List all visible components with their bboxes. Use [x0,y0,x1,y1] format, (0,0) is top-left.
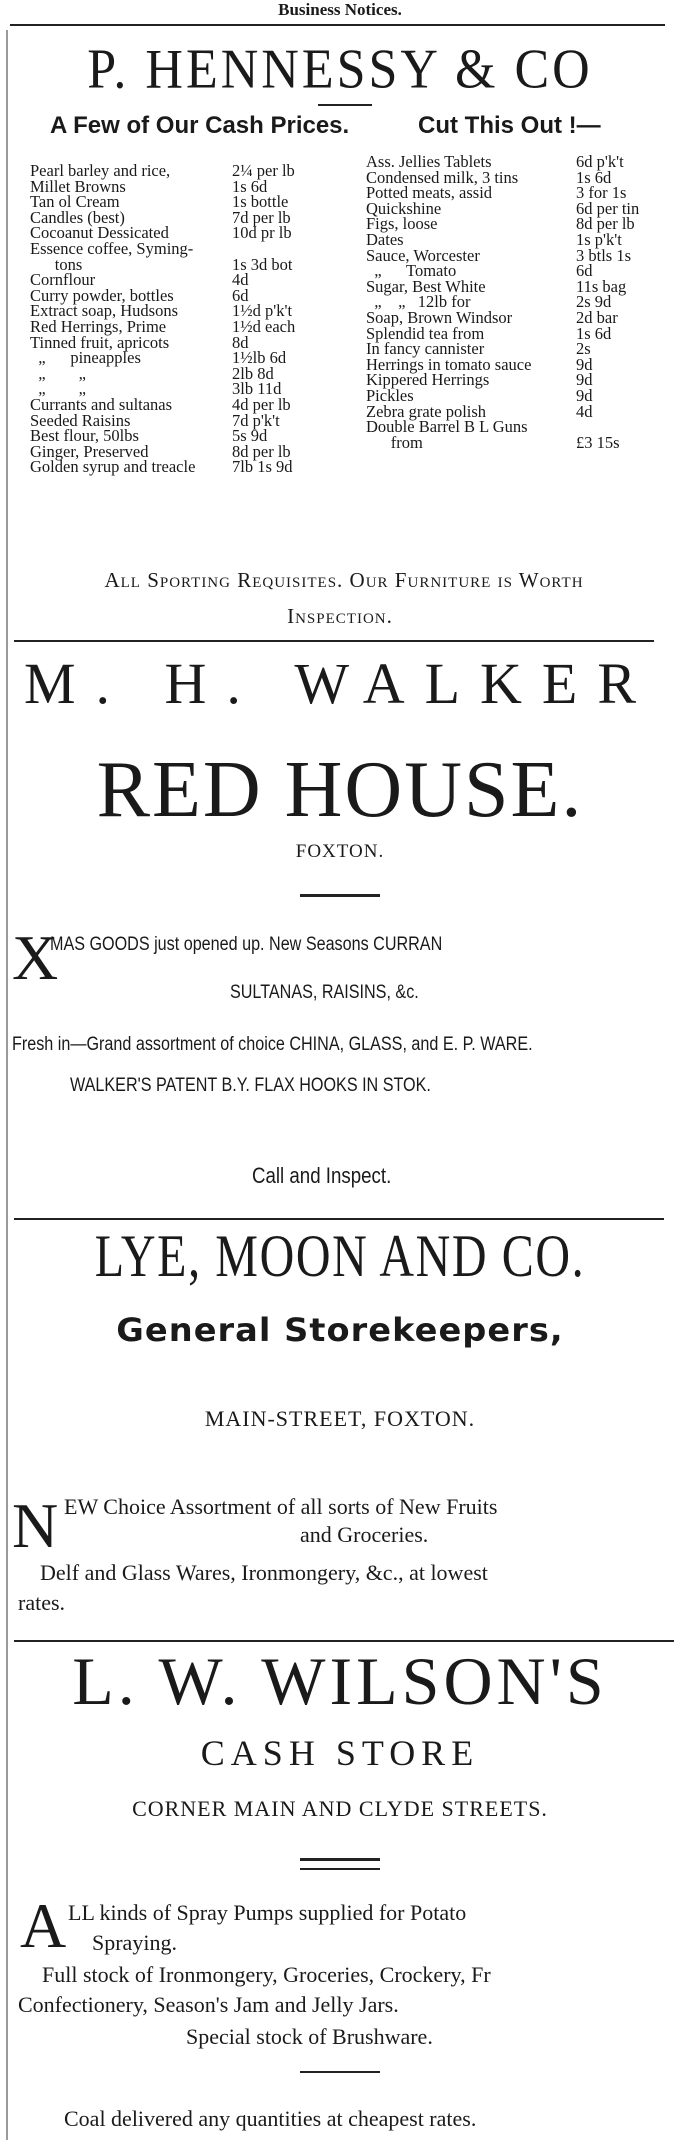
price-list-right [366,154,676,450]
wilson-title: L. W. WILSON'S [72,1643,608,1719]
item-price: 6d [576,261,593,281]
item-name: Dates [366,229,404,249]
header-divider [10,24,665,26]
item-price: 1½d each [232,316,296,336]
item-price: 9d [576,385,593,405]
item-name: Splendid tea from [366,323,485,343]
item-name: from [366,432,423,452]
price-list-row [366,216,676,232]
item-price: 1s 6d [232,176,268,196]
price-list-row [30,459,360,475]
item-price: 2¼ per lb [232,161,295,180]
wilson-line6: Coal delivered any quantities at cheapest rates. [64,2106,477,2131]
item-price: 8d per lb [232,441,291,461]
item-price: 5s 9d [232,426,268,446]
wilson-address: CORNER MAIN AND CLYDE STREETS. [132,1796,548,1821]
item-name: Millet Browns [30,176,126,196]
hennessy-title: P. HENNESSY & CO [87,38,593,101]
item-name: „ „ [30,379,86,399]
item-price: 3lb 11d [232,379,282,399]
wilson-line1: LL kinds of Spray Pumps supplied for Potato [68,1900,467,1925]
item-name: Double Barrel B L Guns [366,417,528,437]
item-price: 1s 6d [576,323,612,343]
item-name: Kippered Herrings [366,370,490,390]
lye-moon-line3: Delf and Glass Wares, Ironmongery, &c., at lowest [40,1560,488,1585]
item-price: 1s bottle [232,192,289,212]
item-price: 9d [576,354,593,374]
item-name: Best flour, 50lbs [30,426,139,446]
item-price: 2s 9d [576,292,612,312]
walker-line1: MAS GOODS just opened up. New Seasons CURRAN [50,934,443,955]
item-price: 4d per lb [232,394,291,414]
walker-store-name: RED HOUSE. [96,746,584,834]
hennessy-footer-line1: All Sporting Requisites. Our Furniture is Worth [104,568,584,592]
item-name: In fancy cannister [366,339,485,359]
item-price: 7d per lb [232,207,291,227]
item-name: Sauce, Worcester [366,245,480,265]
section-divider [14,1218,664,1220]
item-price: 1s p'k't [576,229,622,249]
wilson-dropcap: A [20,1890,67,1961]
item-name: Potted meats, assid [366,183,493,203]
item-price: 4d [232,270,249,290]
price-list-row [366,432,676,452]
price-list-left [30,163,360,475]
short-divider [300,2071,380,2073]
item-price: 7lb 1s 9d [232,457,293,477]
wilson-line4: Confectionery, Season's Jam and Jelly Jars. [18,1992,399,2017]
item-price: 3 btls 1s [576,245,632,265]
item-price: 6d per tin [576,198,640,218]
lye-moon-line2: and Groceries. [300,1522,429,1547]
item-name: Curry powder, bottles [30,285,174,305]
item-name: Tinned fruit, apricots [30,332,170,352]
item-name: Cocoanut Dessicated [30,223,169,243]
section-divider [14,640,654,642]
item-name: Golden syrup and treacle [30,457,196,477]
item-name: „ „ [30,363,86,383]
item-price: £3 15s [576,432,620,452]
wilson-line5: Special stock of Brushware. [186,2024,433,2049]
item-price: 2lb 8d [232,363,274,383]
item-price: 8d per lb [576,214,635,234]
walker-line4: WALKER'S PATENT B.Y. FLAX HOOKS IN STOK. [70,1075,431,1096]
walker-town: FOXTON. [295,841,385,862]
short-divider [300,1858,380,1861]
item-price: 4d [576,401,593,421]
hennessy-subtitle-right: Cut This Out !— [418,112,601,139]
item-name: Figs, loose [366,214,438,234]
lye-moon-address: MAIN-STREET, FOXTON. [204,1406,476,1431]
item-price: 1½d p'k't [232,301,293,321]
item-price: 1s 6d [576,167,612,187]
item-price: 2s [576,339,591,359]
item-name: „ pineapples [30,348,141,368]
item-name: Red Herrings, Prime [30,316,167,336]
item-name: Ginger, Preserved [30,441,149,461]
item-name: Sugar, Best White [366,276,486,296]
item-name: Essence coffee, Syming- [30,238,194,258]
item-name: Quickshine [366,198,442,218]
item-name: „ „ 12lb for [366,292,471,312]
title-underline [318,104,372,106]
item-name: „ Tomato [366,261,457,281]
item-price: 1½lb 6d [232,348,287,368]
walker-line2: SULTANAS, RAISINS, &c. [230,982,419,1003]
item-name: Seeded Raisins [30,410,131,430]
column-edge-line [6,30,8,2140]
item-name: Condensed milk, 3 tins [366,167,519,187]
item-name: Zebra grate polish [366,401,487,421]
item-price: 6d [232,285,249,305]
wilson-line2: Spraying. [92,1930,177,1955]
item-name: tons [30,254,83,274]
lye-moon-line4: rates. [18,1590,66,1615]
item-name: Candles (best) [30,207,125,227]
lye-moon-title: LYE, MOON AND CO. [94,1223,586,1289]
item-name: Currants and sultanas [30,394,173,414]
item-name: Pickles [366,385,414,405]
short-divider [300,894,380,897]
item-price: 9d [576,370,593,390]
item-price: 8d [232,332,249,352]
walker-line3: Fresh in—Grand assortment of choice CHINA, GLASS, and E. P. WARE. [12,1034,533,1055]
item-name: Ass. Jellies Tablets [366,152,492,171]
item-name: Extract soap, Hudsons [30,301,179,321]
wilson-line3: Full stock of Ironmongery, Groceries, Crockery, Fr [42,1962,491,1987]
item-price: 3 for 1s [576,183,627,203]
section-header: Business Notices. [278,0,402,19]
hennessy-subtitle-left: A Few of Our Cash Prices. [50,112,350,139]
item-price: 2d bar [576,307,618,327]
lye-moon-line1: EW Choice Assortment of all sorts of New Fruits [64,1494,498,1519]
walker-call: Call and Inspect. [252,1163,392,1188]
lye-moon-tagline: General Storekeepers, [116,1311,564,1349]
short-divider [300,1868,380,1870]
item-name: Tan ol Cream [30,192,120,212]
item-name: Herrings in tomato sauce [366,354,532,374]
hennessy-footer-line2: Inspection. [287,604,393,628]
item-price: 1s 3d bot [232,254,293,274]
walker-title: M. H. WALKER [23,651,657,716]
item-price: 10d pr lb [232,223,292,243]
item-price: 6d p'k't [576,152,624,171]
walker-dropcap: X [12,922,59,993]
item-price: 11s bag [576,276,627,296]
item-name: Cornflour [30,270,96,290]
item-name: Pearl barley and rice, [30,161,171,180]
item-price: 7d p'k't [232,410,280,430]
item-name: Soap, Brown Windsor [366,307,513,327]
lye-moon-dropcap: N [12,1490,59,1561]
wilson-store-name: CASH STORE [200,1733,480,1773]
